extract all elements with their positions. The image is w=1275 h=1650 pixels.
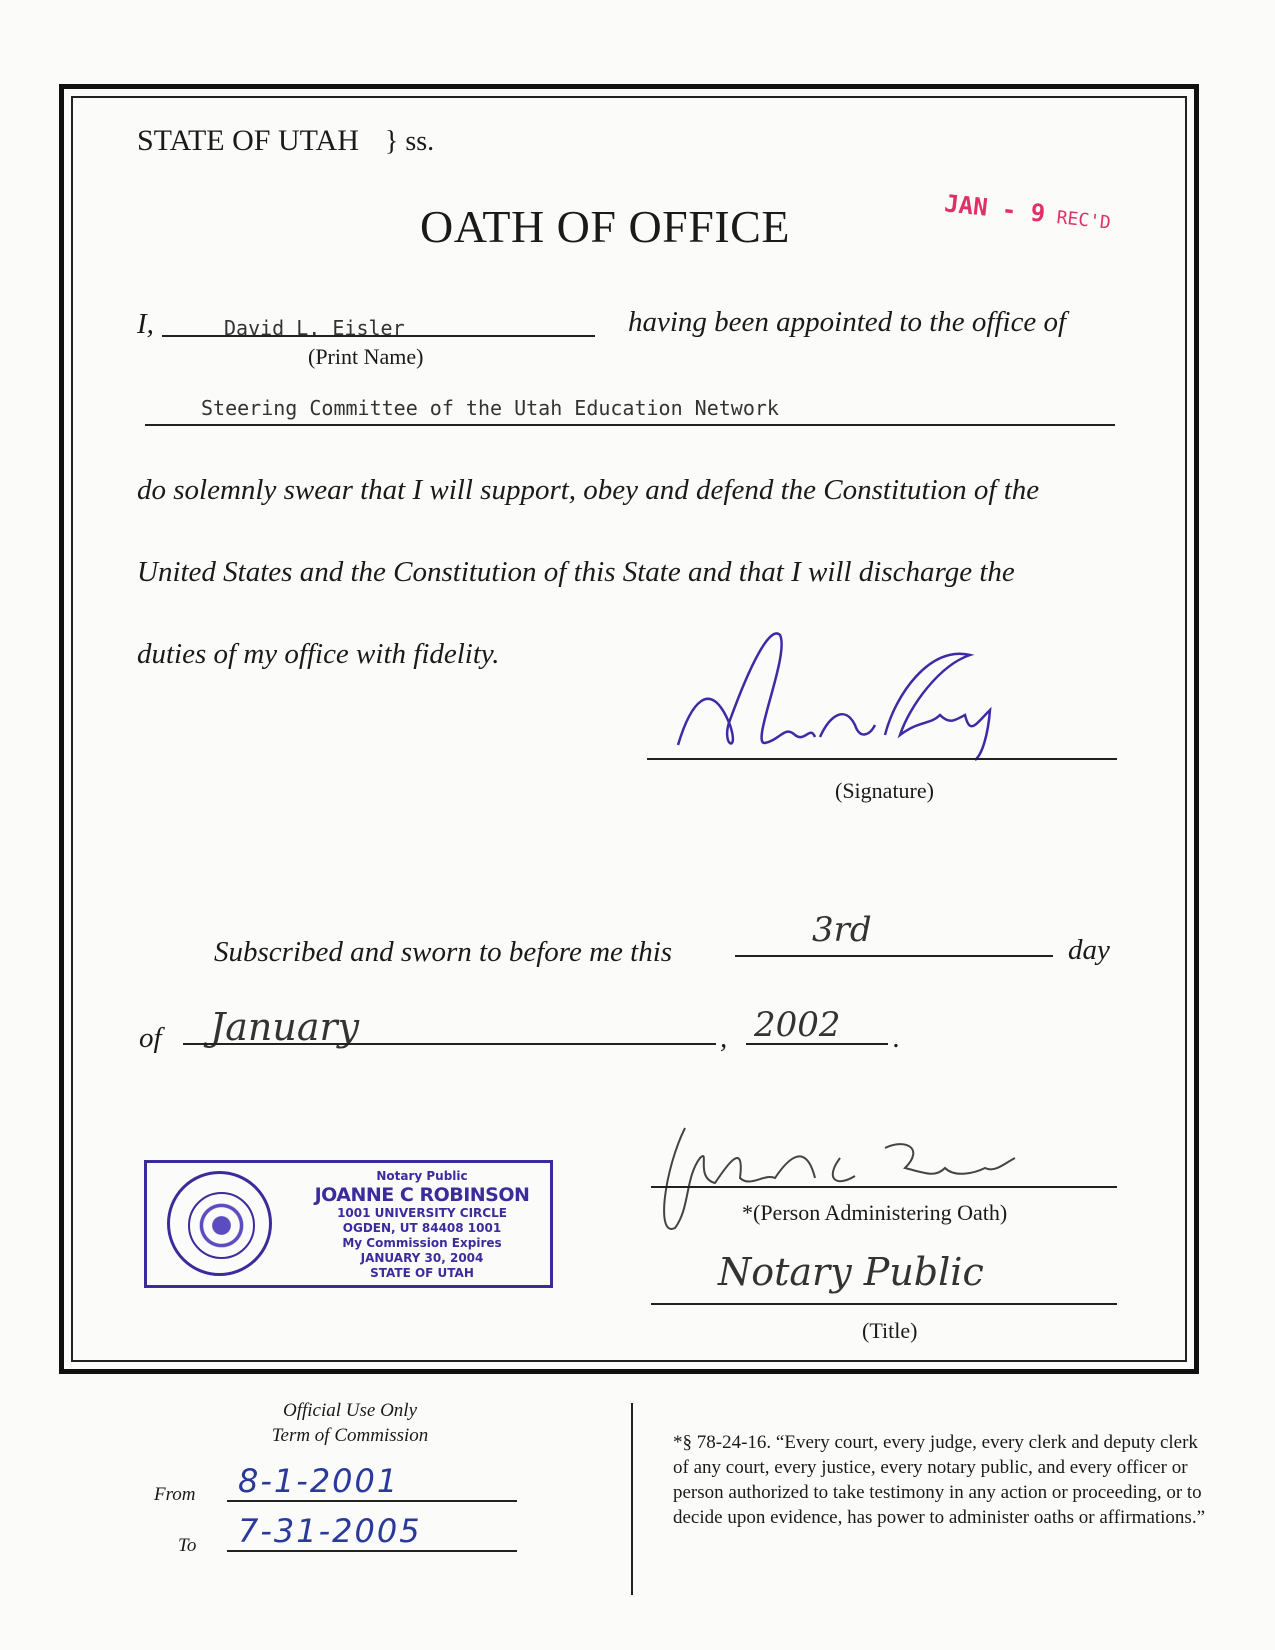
sworn-of-label: of: [139, 1022, 162, 1054]
state-heading: [137, 124, 434, 158]
sworn-period: .: [893, 1022, 901, 1054]
to-label: To: [178, 1535, 197, 1556]
statute-footnote: *§ 78-24-16. “Every court, every judge, every clerk and deputy clerk of any court, every justice, every notary public, and every officer or person authorized to take testimony in any action or proceeding, or to decide upon evidence, has power to administer oaths or affirmations.”: [673, 1432, 1206, 1528]
office-value: Steering Committee of the Utah Education Network: [201, 396, 779, 420]
footer-divider: [631, 1403, 633, 1595]
sworn-year-value: 2002: [754, 1005, 841, 1045]
seal-text: [297, 1169, 547, 1281]
seal-line-6: JANUARY 30, 2004: [360, 1251, 484, 1265]
seal-line-2: JOANNE C ROBINSON: [314, 1184, 530, 1206]
office-line: [145, 424, 1115, 426]
official-use-title: Official Use Only: [282, 1400, 418, 1421]
official-use-heading: [230, 1398, 470, 1448]
administrator-label: *(Person Administering Oath): [742, 1200, 1008, 1225]
administrator-line: [651, 1186, 1117, 1188]
from-value: 8-1-2001: [238, 1462, 400, 1500]
sworn-year-line: [746, 1043, 888, 1045]
received-date: JAN - 9: [942, 189, 1047, 228]
oath-paragraph-line-1: do solemnly swear that I will support, obey and defend the Constitution of the: [137, 474, 1040, 506]
sworn-month-line: [183, 1043, 716, 1045]
oath-pronoun: I,: [137, 308, 154, 340]
to-value: 7-31-2005: [238, 1512, 422, 1550]
sworn-day-label: day: [1068, 934, 1110, 966]
oath-paragraph-line-2: United States and the Constitution of this State and that I will discharge the: [137, 556, 1015, 588]
oath-signature: [670, 625, 1020, 765]
sworn-intro: Subscribed and sworn to before me this: [214, 936, 673, 968]
state-name: STATE OF UTAH: [137, 124, 359, 157]
seal-line-3: 1001 UNIVERSITY CIRCLE: [337, 1206, 507, 1220]
appointed-text: having been appointed to the office of: [628, 306, 1067, 338]
received-label: REC'D: [1055, 207, 1112, 234]
signature-label: (Signature): [835, 778, 934, 803]
from-label: From: [154, 1484, 196, 1505]
ss-mark: } ss.: [384, 126, 435, 157]
signature-line: [647, 758, 1117, 760]
sworn-comma: ,: [720, 1022, 728, 1054]
seal-line-5: My Commission Expires: [342, 1236, 502, 1250]
seal-line-7: STATE OF UTAH: [370, 1266, 474, 1280]
print-name-label: (Print Name): [308, 344, 424, 369]
title-label: (Title): [862, 1318, 918, 1343]
state-seal-emblem: [167, 1171, 272, 1276]
notary-seal: [144, 1160, 553, 1288]
to-line: [227, 1550, 517, 1552]
oath-paragraph-line-3: duties of my office with fidelity.: [137, 638, 500, 670]
sworn-day-line: [735, 955, 1053, 957]
sworn-month-value: January: [210, 1005, 360, 1049]
sworn-day-value: 3rd: [812, 910, 872, 950]
title-line: [651, 1303, 1117, 1305]
seal-line-4: OGDEN, UT 84408 1001: [342, 1221, 502, 1235]
from-line: [227, 1500, 517, 1502]
page-title: OATH OF OFFICE: [420, 201, 790, 252]
seal-line-1: Notary Public: [376, 1169, 468, 1183]
administrator-title-value: Notary Public: [718, 1250, 984, 1294]
print-name-value: David L. Eisler: [224, 316, 405, 340]
term-of-commission-title: Term of Commission: [271, 1425, 429, 1446]
